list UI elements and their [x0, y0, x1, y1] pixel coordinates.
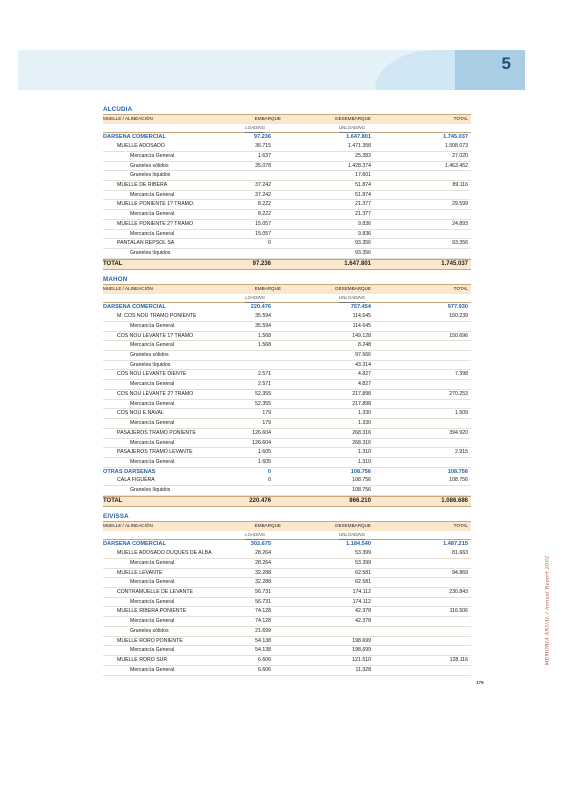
cell-total: 1.463.452: [444, 162, 468, 169]
row-label: Mercancía General: [130, 342, 175, 349]
cell-desembarque: 25.383: [355, 152, 371, 159]
cell-desembarque: 11.328: [355, 666, 371, 673]
cell-desembarque: 198.699: [352, 647, 371, 654]
total-label: TOTAL: [103, 260, 123, 267]
row-label: PASAJEROS TRAMO LEVANTE: [117, 449, 193, 456]
cell-desembarque: 114.645: [352, 313, 371, 320]
row-label: Graneles líquidos: [130, 361, 171, 368]
row-label: MUELLE RORO SUR: [117, 657, 168, 664]
row-label: Graneles líquidos: [130, 487, 171, 494]
table-row: [103, 210, 471, 220]
table-row: [103, 439, 471, 449]
cell-embarque: 126.604: [252, 439, 271, 446]
table-row: [103, 220, 471, 230]
cell-embarque: 37.242: [255, 191, 271, 198]
cell-desembarque: 1.428.374: [347, 162, 371, 169]
cell-desembarque: 42.378: [355, 618, 371, 625]
column-subheader-loading: LOADING: [245, 124, 265, 134]
cell-embarque: 2.571: [258, 371, 271, 378]
cell-total: 7.398: [455, 371, 468, 378]
table-row: [103, 627, 471, 637]
cell-desembarque: 51.874: [355, 191, 371, 198]
cell-embarque: 6.606: [258, 657, 271, 664]
row-label: Graneles líquidos: [130, 250, 171, 257]
table-row: [103, 458, 471, 468]
table-row: [103, 468, 471, 477]
section-title: EIVISSA: [103, 513, 129, 520]
cell-desembarque: 62.581: [355, 579, 371, 586]
row-label: COS NOU LEVANTE 2? TRAMO: [117, 390, 194, 397]
cell-desembarque: 217.898: [352, 390, 371, 397]
cell-total: 1.509: [455, 410, 468, 417]
cell-embarque: 21.699: [255, 627, 271, 634]
column-header-total: TOTAL: [453, 523, 468, 528]
row-label: Mercancía General: [130, 152, 175, 159]
page-number: 179: [476, 680, 484, 685]
cell-embarque: 1.605: [258, 458, 271, 465]
row-label: CALA FIGUERA: [117, 477, 155, 484]
cell-desembarque: 757.454: [350, 304, 371, 311]
cell-total: 93.356: [452, 240, 468, 247]
cell-total: 24.893: [452, 220, 468, 227]
table-row: [103, 303, 471, 312]
cell-total: 108.756: [449, 477, 468, 484]
total-label: TOTAL: [103, 497, 123, 504]
cell-desembarque: 43.314: [355, 361, 371, 368]
cell-embarque: 0: [268, 477, 271, 484]
row-label: MUELLE LEVANTE: [117, 569, 163, 576]
cell-embarque: 28.264: [255, 550, 271, 557]
cell-desembarque: 1.330: [358, 410, 371, 417]
cell-desembarque: 9.836: [358, 220, 371, 227]
cell-embarque: 37.242: [255, 182, 271, 189]
cell-desembarque: 1.310: [358, 449, 371, 456]
cell-embarque: 6.606: [258, 666, 271, 673]
cell-embarque: 54.138: [255, 637, 271, 644]
column-subheader-row: [103, 531, 471, 541]
cell-desembarque: 114.645: [352, 322, 371, 329]
table-row: [103, 578, 471, 588]
cell-embarque: 126.604: [252, 429, 271, 436]
cell-desembarque: 51.874: [355, 182, 371, 189]
cell-desembarque: 1.184.540: [346, 541, 371, 548]
column-header-row: [103, 284, 471, 294]
column-subheader-unloading: UNLOADING: [339, 124, 365, 134]
cell-desembarque: 1.647.801: [346, 134, 371, 141]
table-row: [103, 656, 471, 666]
cell-embarque: 1.605: [258, 449, 271, 456]
row-label: Mercancía General: [130, 211, 175, 218]
table-row: [103, 559, 471, 569]
table-row: [103, 171, 471, 181]
table-row: [103, 666, 471, 676]
column-subheader-unloading: UNLOADING: [339, 531, 365, 541]
row-label: MUELLE ADOSADO DUQUES DE ALBA: [117, 550, 212, 557]
table-row: [103, 322, 471, 332]
cell-embarque: 74.128: [255, 618, 271, 625]
cell-desembarque: 21.377: [355, 211, 371, 218]
column-header-embarque: EMBARQUE: [254, 286, 281, 291]
cell-embarque: 8.222: [258, 211, 271, 218]
row-label: MUELLE DE RIBERA: [117, 182, 168, 189]
table-row: [103, 361, 471, 371]
cell-desembarque: 62.581: [355, 569, 371, 576]
cell-embarque: 179: [262, 420, 271, 427]
cell-total: 108.756: [447, 468, 468, 475]
row-label: DARSENA COMERCIAL: [103, 134, 166, 141]
cell-desembarque: 93.356: [355, 250, 371, 257]
column-subheader-row: [103, 124, 471, 134]
cell-desembarque: 21.377: [355, 201, 371, 208]
row-label: Mercancía General: [130, 381, 175, 388]
row-label: PASAJEROS TRAMO PONIENTE: [117, 429, 196, 436]
cell-desembarque: 4.827: [358, 371, 371, 378]
row-label: OTRAS DARSENAS: [103, 468, 156, 475]
column-header-embarque: EMBARQUE: [254, 116, 281, 121]
cell-embarque: 0: [267, 468, 271, 475]
cell-embarque: 220.476: [250, 304, 271, 311]
cell-desembarque: 198.699: [352, 637, 371, 644]
total-embarque: 220.476: [249, 497, 271, 504]
section-title: MAHON: [103, 276, 128, 283]
table-row: [103, 419, 471, 429]
row-label: Graneles líquidos: [130, 172, 171, 179]
column-header-desembarque: DESEMBARQUE: [335, 523, 371, 528]
table-row: [103, 230, 471, 240]
header-accent: [455, 50, 525, 90]
table-row: [103, 142, 471, 152]
cell-embarque: 52.355: [255, 400, 271, 407]
table-row: [103, 380, 471, 390]
row-label: PANTALAN REPSOL SA: [117, 240, 175, 247]
cell-desembarque: 174.112: [352, 589, 371, 596]
cell-total: 29.599: [452, 201, 468, 208]
row-label: Mercancía General: [130, 322, 175, 329]
row-label: Mercancía General: [130, 439, 175, 446]
cell-embarque: 1.568: [258, 332, 271, 339]
cell-desembarque: 268.316: [352, 429, 371, 436]
cell-desembarque: 17.601: [355, 172, 371, 179]
cell-embarque: 32.288: [255, 569, 271, 576]
table-row: [103, 646, 471, 656]
cell-embarque: 56.731: [255, 589, 271, 596]
table-row: [103, 341, 471, 351]
side-caption: [537, 555, 551, 670]
cell-desembarque: 108.756: [352, 487, 371, 494]
column-header-name: MUELLE / ALINEACIÓN: [103, 286, 153, 291]
cell-total: 27.020: [452, 152, 468, 159]
table-row: [103, 569, 471, 579]
column-header-row: [103, 521, 471, 531]
cell-embarque: 1.568: [258, 342, 271, 349]
table-row: [103, 486, 471, 496]
total-desembarque: 1.647.801: [344, 260, 371, 267]
chapter-number: 5: [501, 54, 511, 73]
row-label: MUELLE PONIENTE 1? TRAMO.: [117, 201, 195, 208]
side-caption-text: MEMORIA ANUAL / Annual Report 2002: [545, 555, 551, 666]
row-label: MUELLE ADOSADO: [117, 143, 165, 150]
cell-total: 230.843: [449, 589, 468, 596]
cell-embarque: 54.138: [255, 647, 271, 654]
cell-desembarque: 8.248: [358, 342, 371, 349]
cell-embarque: 36.715: [255, 143, 271, 150]
cell-desembarque: 1.471.358: [347, 143, 371, 150]
column-subheader-row: [103, 294, 471, 304]
cell-desembarque: 97.566: [355, 352, 371, 359]
cell-embarque: 97.236: [253, 134, 271, 141]
table-row: [103, 617, 471, 627]
cell-desembarque: 108.756: [350, 468, 371, 475]
cell-embarque: 28.264: [255, 559, 271, 566]
cell-embarque: 52.355: [255, 390, 271, 397]
cell-embarque: 0: [268, 240, 271, 247]
table-row: [103, 637, 471, 647]
table-row: [103, 200, 471, 210]
cell-embarque: 35.078: [255, 162, 271, 169]
row-label: Mercancía General: [130, 579, 175, 586]
cell-total: 977.930: [447, 304, 468, 311]
cell-total: 2.915: [455, 449, 468, 456]
column-header-name: MUELLE / ALINEACIÓN: [103, 116, 153, 121]
row-label: DARSENA COMERCIAL: [103, 541, 166, 548]
table-row: [103, 152, 471, 162]
cell-total: 94.869: [452, 569, 468, 576]
cell-desembarque: 4.827: [358, 381, 371, 388]
section-title: ALCUDIA: [103, 106, 133, 113]
table-row: [103, 249, 471, 259]
cell-desembarque: 42.378: [355, 608, 371, 615]
cell-total: 116.506: [449, 608, 468, 615]
column-header-total: TOTAL: [453, 286, 468, 291]
row-label: Mercancía General: [130, 420, 175, 427]
cell-total: 128.116: [449, 657, 468, 664]
row-label: Mercancía General: [130, 230, 175, 237]
cell-embarque: 35.594: [255, 322, 271, 329]
column-subheader-loading: LOADING: [245, 531, 265, 541]
total-row: [103, 259, 471, 270]
row-label: Mercancía General: [130, 559, 175, 566]
cell-desembarque: 217.898: [352, 400, 371, 407]
row-label: MUELLE RIBERA PONIENTE: [117, 608, 187, 615]
row-label: COS NOU LEVANTE 1? TRAMO: [117, 332, 194, 339]
section-alcudia: [103, 106, 471, 270]
cell-desembarque: 53.399: [355, 559, 371, 566]
row-label: COS NOU E.NAVAL: [117, 410, 164, 417]
row-label: Mercancía General: [130, 400, 175, 407]
row-label: CONTRAMUELLE DE LEVANTE: [117, 589, 194, 596]
cell-desembarque: 1.330: [358, 420, 371, 427]
table-row: [103, 448, 471, 458]
section-mahon: [103, 276, 471, 507]
cell-embarque: 74.128: [255, 608, 271, 615]
column-subheader-loading: LOADING: [245, 294, 265, 304]
table-row: [103, 390, 471, 400]
table-row: [103, 476, 471, 486]
cell-total: 89.116: [452, 182, 468, 189]
table-row: [103, 598, 471, 608]
cell-embarque: 179: [262, 410, 271, 417]
cell-total: 1.745.037: [443, 134, 468, 141]
total-embarque: 97.236: [252, 260, 271, 267]
table-row: [103, 429, 471, 439]
table-row: [103, 588, 471, 598]
total-total: 1.086.686: [441, 497, 468, 504]
row-label: DARSENA COMERCIAL: [103, 304, 166, 311]
cell-embarque: 15.057: [255, 230, 271, 237]
row-label: Graneles sólidos: [130, 162, 169, 169]
table-row: [103, 133, 471, 142]
cell-desembarque: 93.356: [355, 240, 371, 247]
cell-desembarque: 149.128: [352, 332, 371, 339]
column-header-total: TOTAL: [453, 116, 468, 121]
total-row: [103, 496, 471, 507]
row-label: Mercancía General: [130, 666, 175, 673]
cell-embarque: 8.222: [258, 201, 271, 208]
cell-desembarque: 108.756: [352, 477, 371, 484]
header-decoration: [375, 50, 465, 90]
column-header-desembarque: DESEMBARQUE: [335, 286, 371, 291]
total-total: 1.745.037: [441, 260, 468, 267]
cell-total: 394.920: [449, 429, 468, 436]
table-row: [103, 312, 471, 322]
cell-embarque: 56.731: [255, 598, 271, 605]
cell-embarque: 302.675: [250, 541, 271, 548]
cell-total: 150.239: [449, 313, 468, 320]
row-label: COS NOU LEVANTE DIENTE: [117, 371, 187, 378]
table-row: [103, 607, 471, 617]
column-header-embarque: EMBARQUE: [254, 523, 281, 528]
table-row: [103, 181, 471, 191]
table-row: [103, 191, 471, 201]
table-row: [103, 239, 471, 249]
row-label: MUELLE RORO PONIENTE: [117, 637, 183, 644]
table-row: [103, 540, 471, 549]
cell-total: 150.696: [449, 332, 468, 339]
table-row: [103, 332, 471, 342]
row-label: M. COS NOU TRAMO PONIENTE: [117, 313, 197, 320]
cell-desembarque: 121.510: [352, 657, 371, 664]
section-eivissa: [103, 513, 471, 676]
table-row: [103, 409, 471, 419]
table-row: [103, 351, 471, 361]
cell-total: 1.487.215: [443, 541, 468, 548]
cell-embarque: 2.571: [258, 381, 271, 388]
cell-embarque: 35.594: [255, 313, 271, 320]
cell-desembarque: 174.112: [352, 598, 371, 605]
table-row: [103, 400, 471, 410]
cell-embarque: 15.057: [255, 220, 271, 227]
row-label: Mercancía General: [130, 191, 175, 198]
cell-desembarque: 1.310: [358, 458, 371, 465]
row-label: Graneles sólidos: [130, 352, 169, 359]
cell-total: 1.508.073: [444, 143, 468, 150]
row-label: Mercancía General: [130, 458, 175, 465]
header-band: [18, 50, 525, 90]
table-row: [103, 370, 471, 380]
row-label: MUELLE PONIENTE 2? TRAMO: [117, 220, 194, 227]
total-desembarque: 866.210: [349, 497, 371, 504]
cell-desembarque: 268.316: [352, 439, 371, 446]
cell-desembarque: 9.836: [358, 230, 371, 237]
row-label: Graneles sólidos: [130, 627, 169, 634]
row-label: Mercancía General: [130, 647, 175, 654]
table-row: [103, 549, 471, 559]
cell-embarque: 32.288: [255, 579, 271, 586]
row-label: Mercancía General: [130, 618, 175, 625]
cell-embarque: 1.637: [258, 152, 271, 159]
column-header-row: [103, 114, 471, 124]
column-subheader-unloading: UNLOADING: [339, 294, 365, 304]
row-label: Mercancía General: [130, 598, 175, 605]
cell-total: 81.663: [452, 550, 468, 557]
column-header-desembarque: DESEMBARQUE: [335, 116, 371, 121]
table-row: [103, 162, 471, 172]
cell-desembarque: 53.399: [355, 550, 371, 557]
column-header-name: MUELLE / ALINEACIÓN: [103, 523, 153, 528]
cell-total: 270.253: [449, 390, 468, 397]
